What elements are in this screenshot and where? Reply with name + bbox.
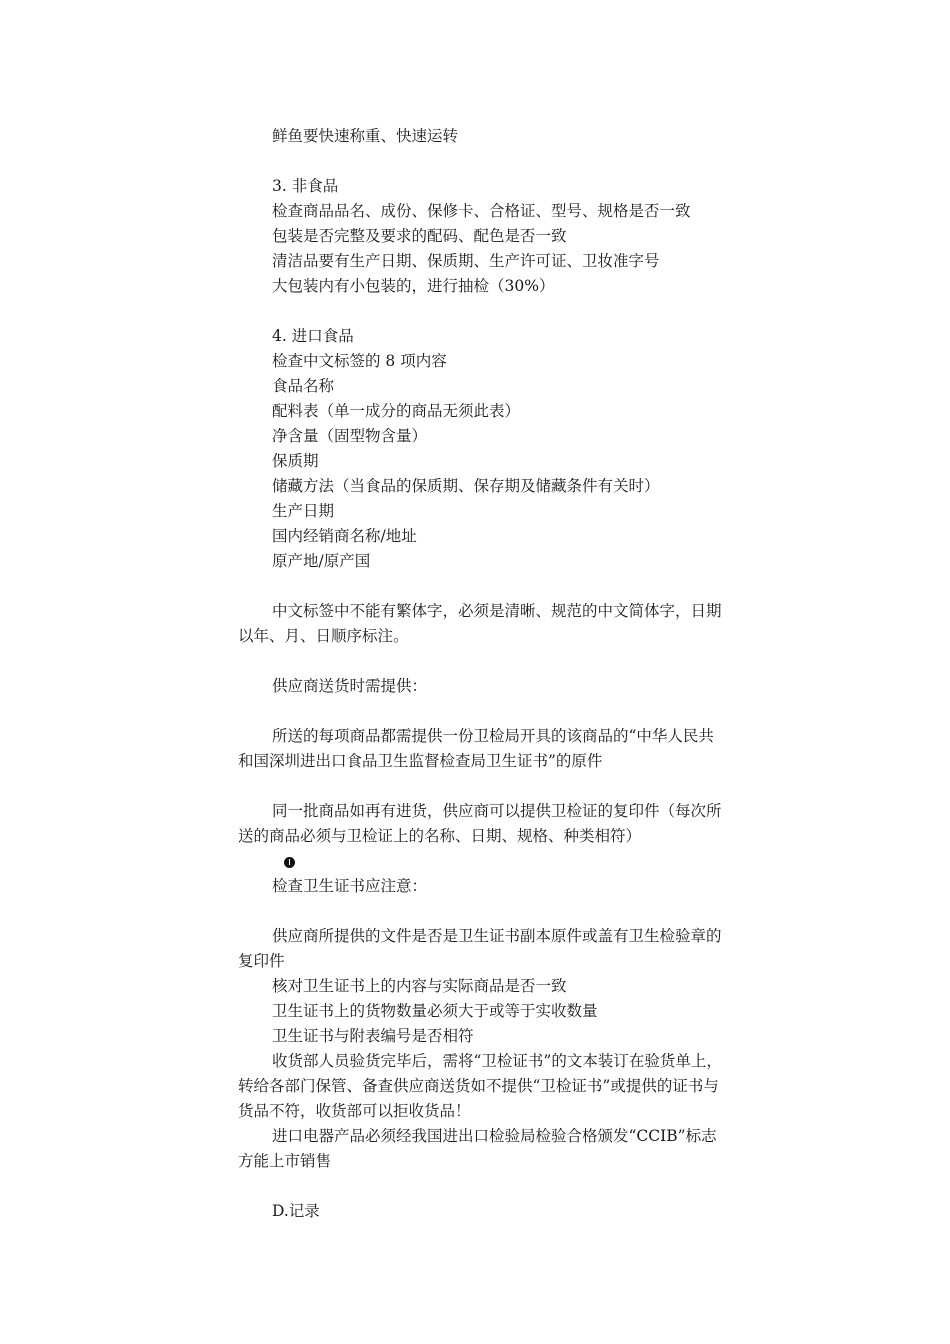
text-line: 检查中文标签的 8 项内容 (272, 352, 447, 370)
text-line: 供应商送货时需提供： (272, 677, 428, 695)
blank-line (238, 574, 728, 599)
text-line: 原产地/原产国 (272, 552, 371, 570)
section-heading: 3. 非食品 (272, 177, 339, 195)
text-line: 储藏方法（当食品的保质期、保存期及储藏条件有关时） (272, 477, 660, 495)
blank-line (238, 774, 728, 799)
document-body (238, 124, 728, 1224)
paragraph: 供应商所提供的文件是否是卫生证书副本原件或盖有卫生检验章的复印件 (238, 927, 722, 970)
blank-line (238, 299, 728, 324)
paragraph: 所送的每项商品都需提供一份卫检局开具的该商品的“中华人民共和国深圳进出口食品卫生监督检查局卫生证书”的原件 (238, 727, 714, 770)
text-line: 国内经销商名称/地址 (272, 527, 417, 545)
blank-line (238, 1174, 728, 1199)
marker-line (238, 849, 728, 874)
text-line: 卫生证书上的货物数量必须大于或等于实收数量 (272, 1002, 598, 1020)
text-line: 鲜鱼要快速称重、快速运转 (272, 127, 459, 145)
section-heading: 4. 进口食品 (272, 327, 354, 345)
paragraph: 中文标签中不能有繁体字，必须是清晰、规范的中文简体字，日期以年、月、日顺序标注。 (238, 602, 722, 645)
text-line: 大包装内有小包装的，进行抽检（30%） (272, 277, 555, 295)
blank-line (238, 649, 728, 674)
blank-line (238, 699, 728, 724)
text-line: 保质期 (272, 452, 319, 470)
paragraph: 进口电器产品必须经我国进出口检验局检验合格颁发“CCIB”标志方能上市销售 (238, 1127, 717, 1170)
text-line: 食品名称 (272, 377, 335, 395)
text-line: 生产日期 (272, 502, 335, 520)
paragraph: 同一批商品如再有进货，供应商可以提供卫检证的复印件（每次所送的商品必须与卫检证上的名称、日期、规格、种类相符） (238, 802, 722, 845)
text-line: 卫生证书与附表编号是否相符 (272, 1027, 474, 1045)
text-line: 净含量（固型物含量） (272, 427, 428, 445)
section-heading: D.记录 (272, 1202, 320, 1220)
text-line: 包装是否完整及要求的配码、配色是否一致 (272, 227, 567, 245)
anchor-marker-icon (284, 857, 295, 868)
blank-line (238, 899, 728, 924)
text-line: 检查卫生证书应注意： (272, 877, 428, 895)
blank-line (238, 149, 728, 174)
text-line: 核对卫生证书上的内容与实际商品是否一致 (272, 977, 567, 995)
text-line: 检查商品品名、成份、保修卡、合格证、型号、规格是否一致 (272, 202, 691, 220)
paragraph: 收货部人员验货完毕后，需将“卫检证书”的文本装订在验货单上，转给各部门保管、备查供应商送货如不提供“卫检证书”或提供的证书与货品不符，收货部可以拒收货品！ (238, 1052, 722, 1120)
text-line: 清洁品要有生产日期、保质期、生产许可证、卫妆准字号 (272, 252, 660, 270)
text-line: 配料表（单一成分的商品无须此表） (272, 402, 521, 420)
